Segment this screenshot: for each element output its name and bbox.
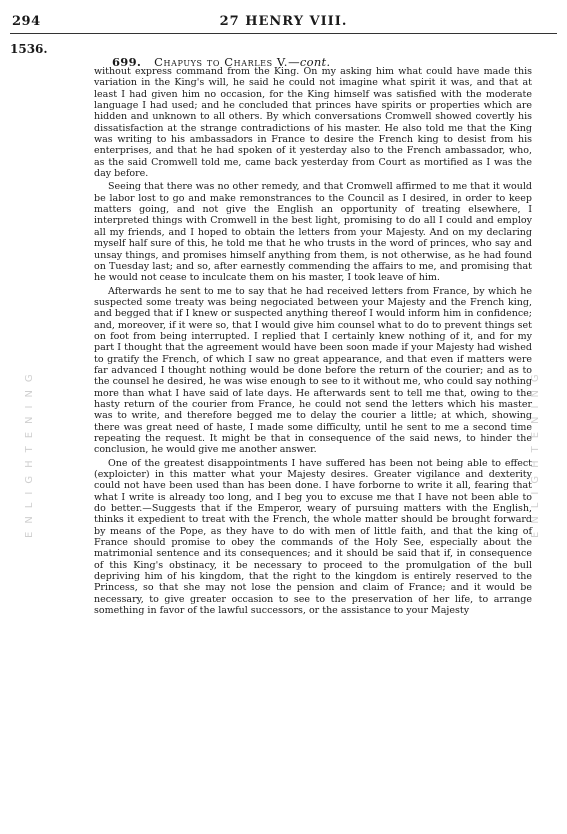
margin-year: 1536. bbox=[10, 42, 48, 56]
running-title: 27 HENRY VIII. bbox=[219, 14, 348, 29]
paragraph: Seeing that there was no other remedy, and that Cromwell affirmed to me that it would be labor lost to go and make remonstrances to the Council as I desired, in order to keep matters going, and not give the English an opportunity of treating elsewhere, I interpreted things with Cromwell in the best light, promising to do all I could and employ all my friends, and I hoped to obtain the letters from your Majesty. And on my declaring myself half sure of this, he told me that he who trusts in the word of princes, who say and unsay things, and promises himself anything from them, is not otherwise, as he had found on Tuesday last; and so, after earnestly commending the affairs to me, and promising that he would not cease to inculcate them on his master, I took leave of him. bbox=[94, 181, 532, 284]
body-text bbox=[94, 66, 532, 617]
document-cont: —cont. bbox=[288, 55, 331, 69]
header-rule bbox=[10, 33, 557, 34]
watermark-left: ENLIGHTENING bbox=[24, 366, 35, 538]
watermark-right: ENLIGHTENING bbox=[530, 366, 541, 538]
document-title: Chapuys to Charles V. bbox=[154, 55, 289, 69]
paragraph: without express command from the King. On my asking him what could have made this variation in the King's will, he said he could not imagine what spirit it was, and that at least I had given him no occasion, for the King himself was satisfied with the moderate language I had used; and he concluded that princes have spirits or properties which are hidden and unknown to all others. By which conversations Cromwell showed covertly his dissatisfaction at the strange contradictions of his master. He also told me that the King was writing to his ambassadors in France to desire the French king to desist from his enterprises, and that he had spoken of it yesterday also to the French ambassador, who, as the said Cromwell told me, came back yesterday from Court as mortified as I was the day before. bbox=[94, 66, 532, 180]
paragraph: One of the greatest disappointments I have suffered has been not being able to effect (exploicter) in this matter what your Majesty desires. Greater vigilance and dexterity could not have been used than has been done. I have forborne to write it all, fearing that what I write is already too long, and I beg you to excuse me that I have not been able to do better.—Suggests that if the Emperor, weary of pursuing matters with the English, thinks it expedient to treat with the French, the whole matter should be brought forward by means of the Pope, as they have to do with men of little faith, and that the king of France should promise to obey the commands of the Holy See, especially about the matrimonial sentence and its consequences; and it should be said that if, in consequence of this King's obstinacy, it be necessary to proceed to the promulgation of the bull depriving him of his kingdom, that the right to the kingdom is entirely reserved to the Princess, so that she may not lose the pension and claim of France; and it would be necessary, to give greater occasion to see to the preservation of her life, to arrange something in favor of the lawful successors, or the assistance to your Majesty bbox=[94, 457, 532, 617]
paragraph: Afterwards he sent to me to say that he had received letters from France, by which he suspected some treaty was being negociated between your Majesty and the French king, and begged that if I knew or suspected anything thereof I would inform him in confidence; and, moreover, if it were so, that I would give him counsel what to do to prevent things set on foot from being interrupted. I replied that I certainly knew nothing of it, and for my part I thought that the agreement would have been soon made if your Majesty had wished to gratify the French, of which I saw no great appearance, and that even if matters were far advanced I thought nothing would be done before the return of the courier; and as to the counsel he desired, he was wise enough to see to it without me, who could say nothing more than what I have said of late days. He afterwards sent to tell me that, owing to the hasty return of the courier from France, he could not send the letters which his master was to write, and therefore begged me to delay the courier a little; at which, showing there was great need of haste, I made some difficulty, until he sent to me a second time repeating the request. It might be that in consequence of the said news, to hinder the conclusion, he would give me another answer. bbox=[94, 285, 532, 456]
document-number: 699. bbox=[112, 55, 142, 69]
page-number: 294 bbox=[12, 14, 41, 29]
